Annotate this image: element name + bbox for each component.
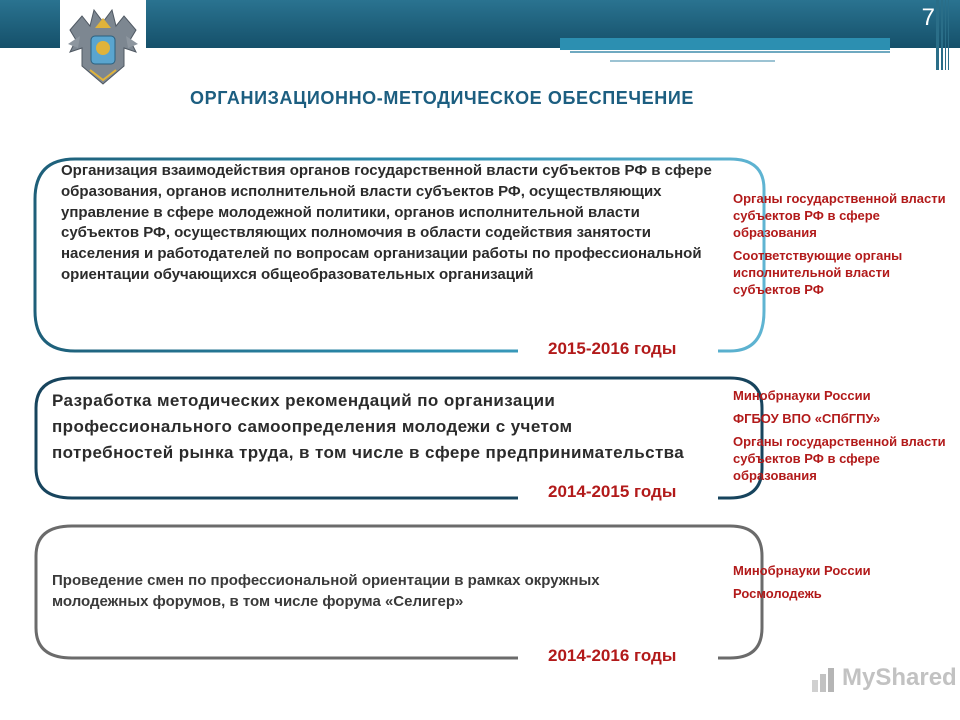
watermark-text: MyShared (842, 664, 957, 691)
org-item: Минобрнауки России (733, 388, 871, 403)
org-item: Росмолодежь (733, 586, 822, 601)
task-card-1-orgs (733, 190, 948, 304)
org-item: Органы государственной власти субъектов РФ в сфере образования (733, 191, 946, 240)
task-card-1-years: 2015-2016 годы (540, 339, 684, 359)
header-right-decoration (936, 0, 960, 70)
watermark-logo-icon (810, 664, 840, 694)
task-card-2-orgs (733, 387, 948, 490)
org-item: Соответствующие органы исполнительной власти субъектов РФ (733, 248, 903, 297)
org-item: ФГБОУ ВПО «СПбГПУ» (733, 411, 881, 426)
task-card-1-text: Организация взаимодействия органов государственной власти субъектов РФ в сфере образования, органов исполнительной власти субъектов РФ, осуществляющих управление в сфере молодежной политики, органов исполнительной власти субъектов РФ, осуществляющих полномочия в области содействия занятости населения и работодателей по вопросам организации работы по профессиональной ориентации обучающихся общеобразовательных организаций (61, 162, 712, 283)
task-card-3-text: Проведение смен по профессиональной ориентации в рамках окружных молодежных форумов, в том числе форума «Селигер» (52, 572, 600, 610)
task-card-3-years: 2014-2016 годы (540, 646, 684, 666)
task-card-3-orgs (733, 562, 948, 608)
task-card-3 (32, 522, 772, 665)
task-card-1 (30, 155, 770, 358)
task-card-2-text: Разработка методических рекомендаций по организации профессионального самоопределения молодежи с учетом потребностей рынка труда, в том числе в сфере предпринимательства (52, 391, 685, 462)
header-accent-strip (560, 38, 890, 50)
emblem-logo (60, 0, 146, 98)
task-card-2-years: 2014-2015 годы (540, 482, 684, 502)
header-divider-line (570, 51, 890, 53)
watermark (808, 662, 957, 694)
org-item: Минобрнауки России (733, 563, 871, 578)
org-item: Органы государственной власти субъектов РФ в сфере образования (733, 434, 946, 483)
header-divider-line-short (610, 60, 775, 62)
slide-number: 7 (921, 4, 935, 31)
slide-title: ОРГАНИЗАЦИОННО-МЕТОДИЧЕСКОЕ ОБЕСПЕЧЕНИЕ (190, 88, 694, 108)
task-card-2 (32, 374, 772, 502)
